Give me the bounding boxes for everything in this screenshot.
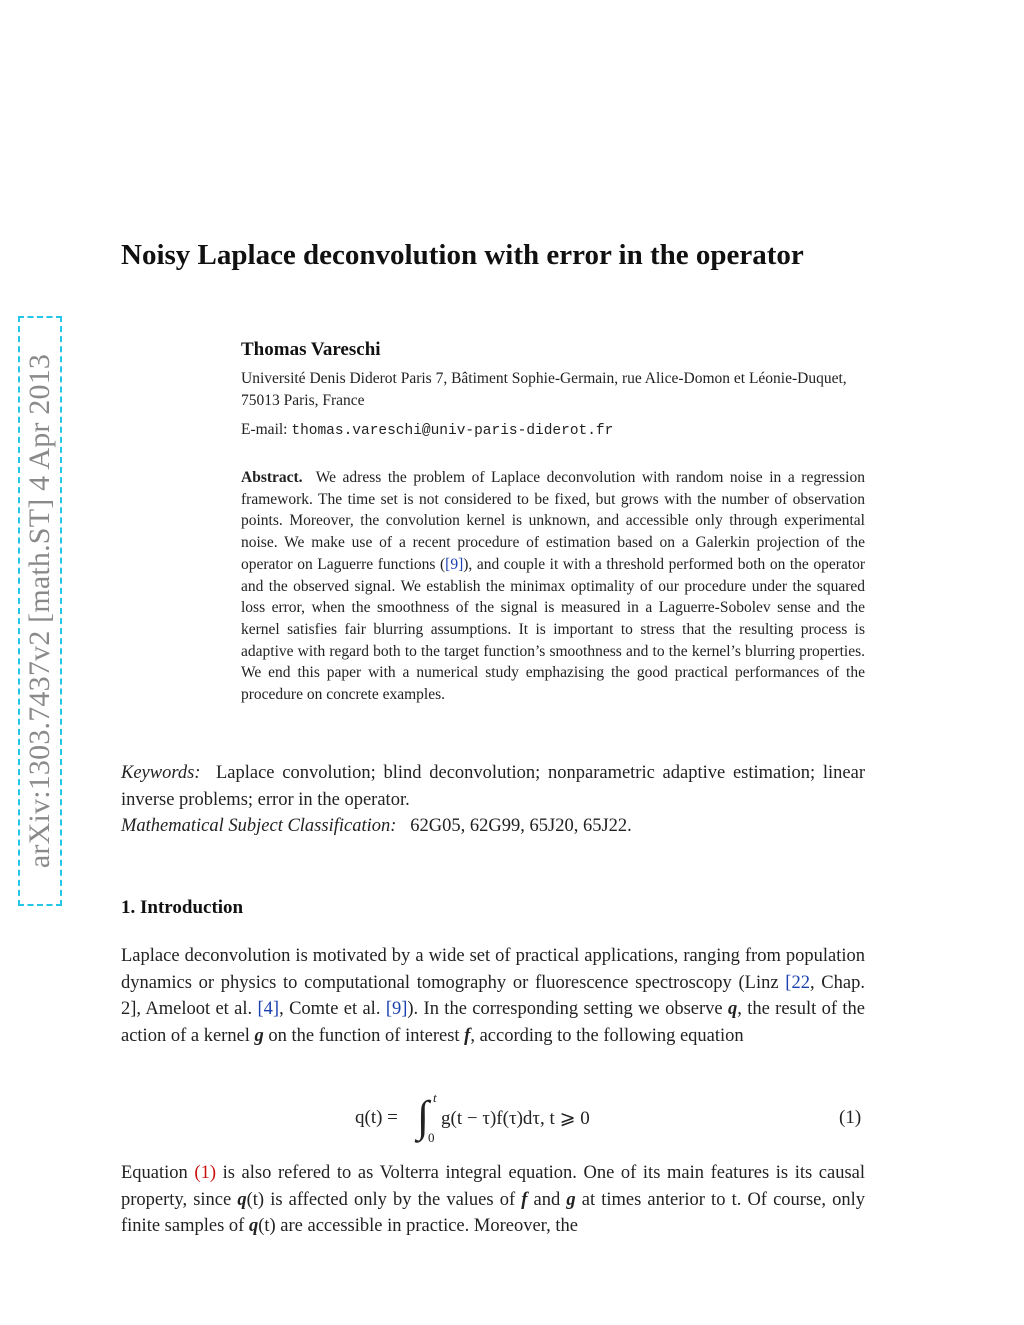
- author-name: Thomas Vareschi: [241, 339, 381, 360]
- cite-4[interactable]: [4]: [257, 999, 280, 1020]
- symbol-g: g: [254, 1025, 264, 1046]
- abstract-text-2: ), and couple it with a threshold performed both on the operator and the observed signal. We establish the minimax optimality of our procedure under the squared loss error, when the smoothness of the signal is measured in a Laguerre-Sobolev sense and the kernel satisfies fair blurring assumptions. It is important to stress that the resulting process is adaptive with regard both to the target function’s smoothness and to the kernel’s blurring properties. We end this paper with a numerical study emphazising the good practical performances of the procedure on concrete examples.: [241, 555, 866, 704]
- equation-rhs: g(t − τ)f(τ)dτ, t ⩾ 0: [441, 1108, 590, 1129]
- intro-paragraph-2: [121, 1160, 865, 1240]
- msc-codes: 62G05, 62G99, 65J20, 65J22.: [410, 816, 632, 836]
- section-heading-introduction: 1. Introduction: [121, 897, 244, 918]
- symbol-g: g: [566, 1189, 576, 1210]
- symbol-q: q: [237, 1189, 247, 1210]
- intro-paragraph-1: [121, 943, 865, 1049]
- intro-text: , according to the following equation: [470, 1025, 744, 1046]
- email-line: [241, 421, 613, 439]
- intro-text: on the function of interest: [263, 1025, 465, 1046]
- email-label: E-mail:: [241, 421, 288, 438]
- abstract-label: Abstract.: [241, 469, 303, 486]
- author-affiliation: Université Denis Diderot Paris 7, Bâtiment Sophie-Germain, rue Alice-Domon et Léonie-Duquet, 75013 Paris, France: [241, 370, 847, 409]
- intro-text: (t) is affected only by the values of: [246, 1189, 522, 1210]
- keywords-label: Keywords:: [121, 763, 201, 783]
- intro-text: Equation: [121, 1163, 195, 1183]
- keywords-text: Laplace convolution; blind deconvolution; nonparametric adaptive estimation; linear inverse problems; error in the operator.: [121, 763, 866, 810]
- intro-text: Laplace deconvolution is motivated by a wide set of practical applications, ranging from population dynamics or physics to computational tomography or fluorescence spectroscopy (Linz: [121, 946, 865, 993]
- symbol-f: f: [521, 1189, 528, 1210]
- intro-text: , Comte et al.: [279, 999, 386, 1020]
- keywords-block: [121, 760, 865, 840]
- cite-9[interactable]: [9]: [385, 999, 408, 1020]
- abstract-text-1: We adress the problem of Laplace deconvolution with random noise in a regression framework. The time set is not considered to be fixed, but grows with the number of observation points. Moreover, the convolution kernel is unknown, and accessible only through experimental noise. We make use of a recent procedure of estimation based on a Galerkin projection of the operator on Laguerre functions (: [241, 469, 865, 573]
- equation-ref-1[interactable]: (1): [194, 1163, 216, 1183]
- intro-text: and: [527, 1189, 567, 1210]
- arxiv-id: arXiv:1303.7437v2 [math.ST] 4 Apr 2013: [23, 353, 56, 869]
- abstract-cite-9[interactable]: [9]: [445, 555, 464, 573]
- abstract: [241, 467, 865, 706]
- symbol-q: q: [248, 1216, 259, 1237]
- intro-text: is also refered to as Volterra integral equation. One of its main features is its causal property, since: [121, 1163, 865, 1210]
- arxiv-stamp: [18, 316, 62, 906]
- intro-text: ). In the corresponding setting we observe: [407, 999, 728, 1020]
- intro-text: at times anterior to t. Of course, only finite samples of: [121, 1189, 866, 1237]
- integral-lower-limit: 0: [428, 1130, 435, 1145]
- email-link[interactable]: thomas.vareschi@univ-paris-diderot.fr: [291, 423, 614, 439]
- integral-upper-limit: t: [433, 1090, 437, 1105]
- msc-label: Mathematical Subject Classification:: [121, 816, 397, 836]
- intro-text: , the result of the action of a kernel: [121, 999, 865, 1046]
- cite-22[interactable]: [22: [785, 972, 810, 993]
- intro-text: (t) are accessible in practice. Moreover, the: [258, 1216, 578, 1237]
- paper-title: Noisy Laplace deconvolution with error in the operator: [121, 239, 804, 271]
- integral-sign: ∫: [417, 1092, 430, 1141]
- symbol-f: f: [464, 1025, 471, 1046]
- intro-text: , Chap. 2], Ameloot et al.: [121, 972, 865, 1020]
- equation-number: (1): [839, 1107, 862, 1128]
- equation-lhs: q(t) =: [355, 1107, 398, 1128]
- symbol-q: q: [727, 999, 738, 1020]
